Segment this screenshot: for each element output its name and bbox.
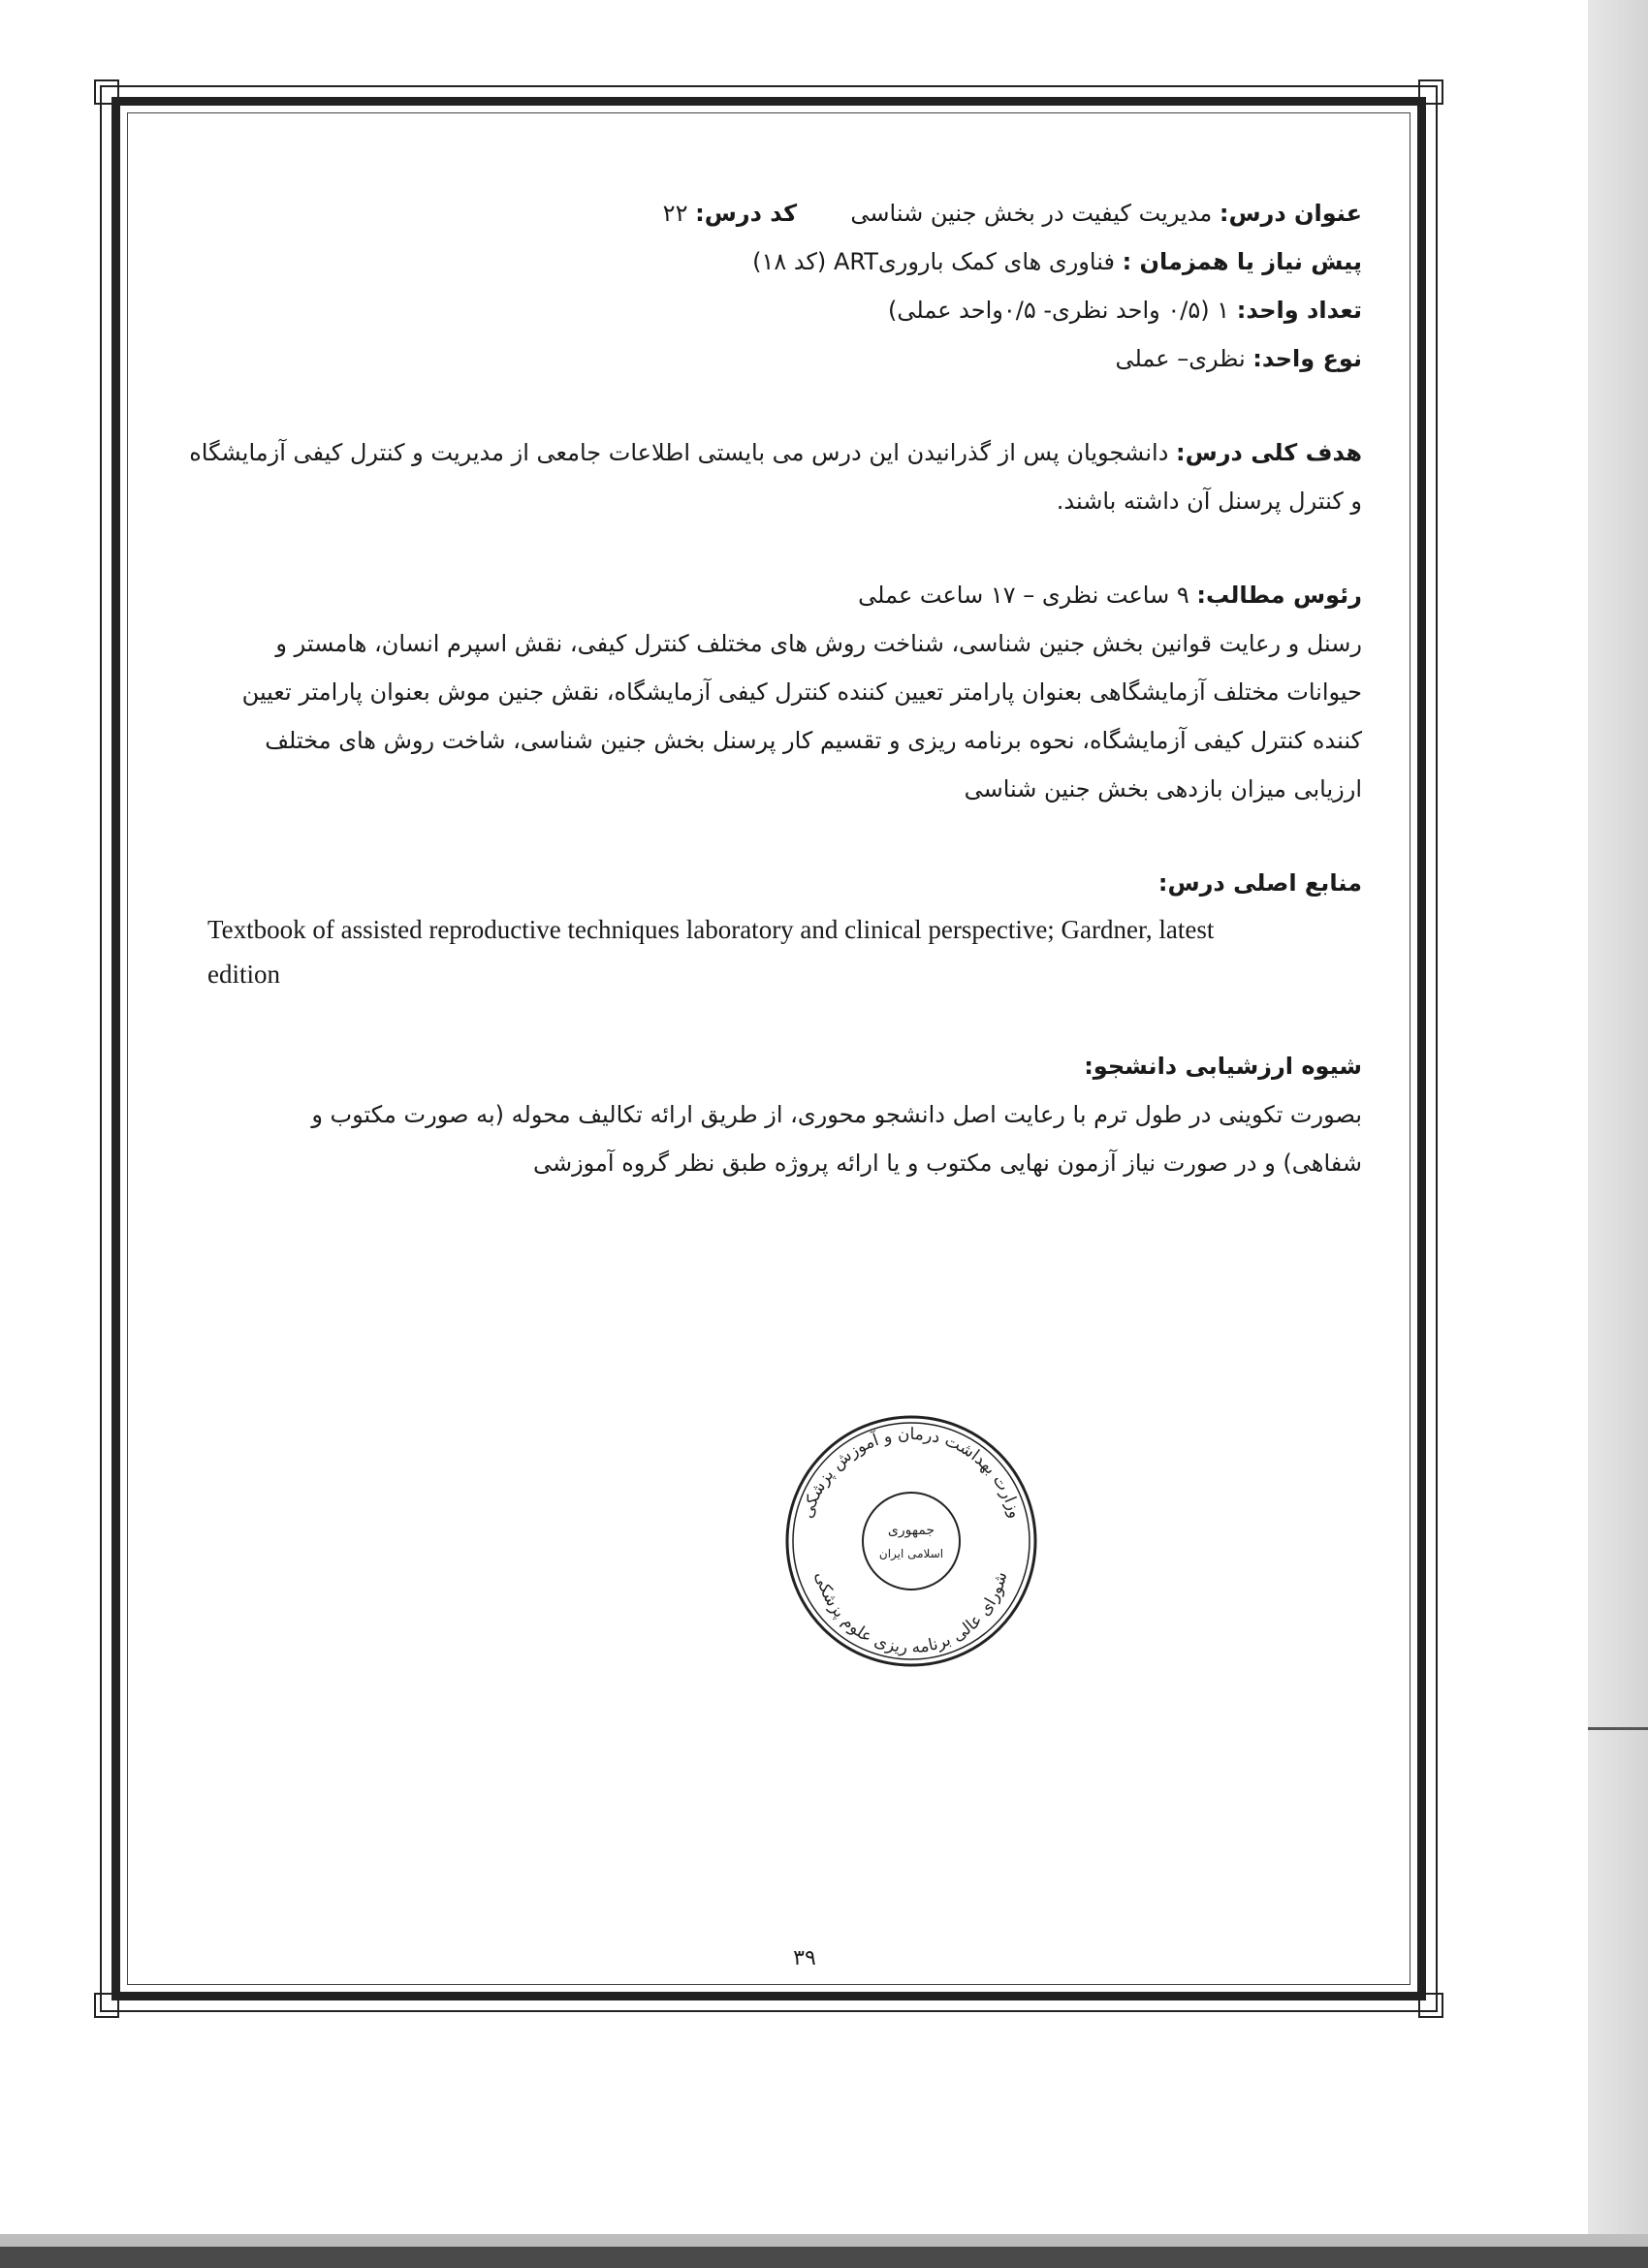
seal-lower-text: شورای عالی برنامه ریزی علوم پزشکی xyxy=(810,1569,1012,1658)
goal-text-2: و کنترل پرسنل آن داشته باشند. xyxy=(1056,488,1362,515)
official-seal xyxy=(780,1410,1042,1672)
course-title-label: عنوان درس: xyxy=(1219,200,1362,227)
frame-corner-top-left xyxy=(94,79,119,105)
units-value: ۱ (۰/۵ واحد نظری- ۰/۵واحد عملی) xyxy=(888,297,1230,324)
goal-text-1: دانشجویان پس از گذرانیدن این درس می بایستی اطلاعات جامعی از مدیریت و کنترل کیفی آزمایشگاه xyxy=(189,439,1169,466)
unit-type-line xyxy=(184,334,1362,383)
topics-label: رئوس مطالب: xyxy=(1196,582,1362,609)
course-title-value: مدیریت کیفیت در بخش جنین شناسی xyxy=(850,200,1213,227)
course-sheet xyxy=(184,189,1362,1187)
page-number: ۳۹ xyxy=(793,1946,816,1970)
prerequisite-code: (کد ۱۸) xyxy=(752,248,827,275)
unit-type-label: نوع واحد: xyxy=(1252,345,1362,372)
frame-corner-bottom-left xyxy=(94,1993,119,2018)
units-label: تعداد واحد: xyxy=(1236,297,1362,324)
prerequisite-label: پیش نیاز یا همزمان : xyxy=(1122,248,1362,275)
scan-edge-bottom xyxy=(0,2247,1648,2268)
topics-hours: ۹ ساعت نظری – ۱۷ ساعت عملی xyxy=(858,582,1189,609)
seal-outer-ring xyxy=(787,1417,1035,1665)
seal-outer-text: وزارت بهداشت درمان و آموزش پزشکی xyxy=(797,1424,1026,1521)
topics-line: حیوانات مختلف آزمایشگاهی بعنوان پارامتر تعیین کننده کنترل کیفی آزمایشگاه، نقش جنین موش بعنوان پارامتر تعیین xyxy=(241,678,1362,706)
goal-label: هدف کلی درس: xyxy=(1176,439,1362,466)
frame-corner-bottom-right xyxy=(1418,1993,1443,2018)
topics-heading-line xyxy=(184,571,1362,619)
evaluation-label: شیوه ارزشیابی دانشجو: xyxy=(1084,1053,1362,1080)
sources-line-1: Textbook of assisted reproductive techniques laboratory and clinical perspective; Gardner, latest xyxy=(207,915,1215,944)
seal-outer-ring-inner xyxy=(793,1423,1030,1659)
scan-edge-right xyxy=(1588,0,1648,2268)
course-code-label: کد درس: xyxy=(695,200,798,227)
scan-edge-bottom-light xyxy=(0,2234,1648,2247)
seal-inner-line-2: اسلامی ایران xyxy=(878,1547,944,1560)
evaluation-line-1: بصورت تکوینی در طول ترم با رعایت اصل دانشجو محوری، از طریق ارائه تکالیف محوله (به صورت مکتوب و xyxy=(311,1101,1362,1128)
seal-inner-line-1: جمهوری xyxy=(887,1523,935,1538)
units-line xyxy=(184,286,1362,334)
evaluation-line-2: شفاهی) و در صورت نیاز آزمون نهایی مکتوب و یا ارائه پروژه طبق نظر گروه آموزشی xyxy=(532,1150,1362,1177)
frame-corner-top-right xyxy=(1418,79,1443,105)
sources-label: منابع اصلی درس: xyxy=(1157,869,1362,897)
scan-edge-mark xyxy=(1588,1727,1648,1730)
goal-line-1 xyxy=(184,428,1362,477)
seal-inner-ring xyxy=(863,1493,960,1590)
topics-line: کننده کنترل کیفی آزمایشگاه، نحوه برنامه ریزی و تقسیم کار پرسنل بخش جنین شناسی، شاخت روش های مختلف xyxy=(265,727,1362,754)
topics-line: رسنل و رعایت قوانین بخش جنین شناسی، شناخت روش های مختلف کنترل کیفی، نقش اسپرم انسان، هامستر و xyxy=(275,630,1362,657)
topics-line: ارزیابی میزان بازدهی بخش جنین شناسی xyxy=(964,775,1362,803)
sources-line-2: edition xyxy=(207,960,280,989)
prerequisite-line xyxy=(184,237,1362,286)
unit-type-value: نظری– عملی xyxy=(1115,345,1246,372)
course-title-line xyxy=(184,189,1362,237)
course-code-value: ۲۲ xyxy=(662,200,688,227)
prerequisite-value: فناوری های کمک باروریART xyxy=(833,248,1115,275)
